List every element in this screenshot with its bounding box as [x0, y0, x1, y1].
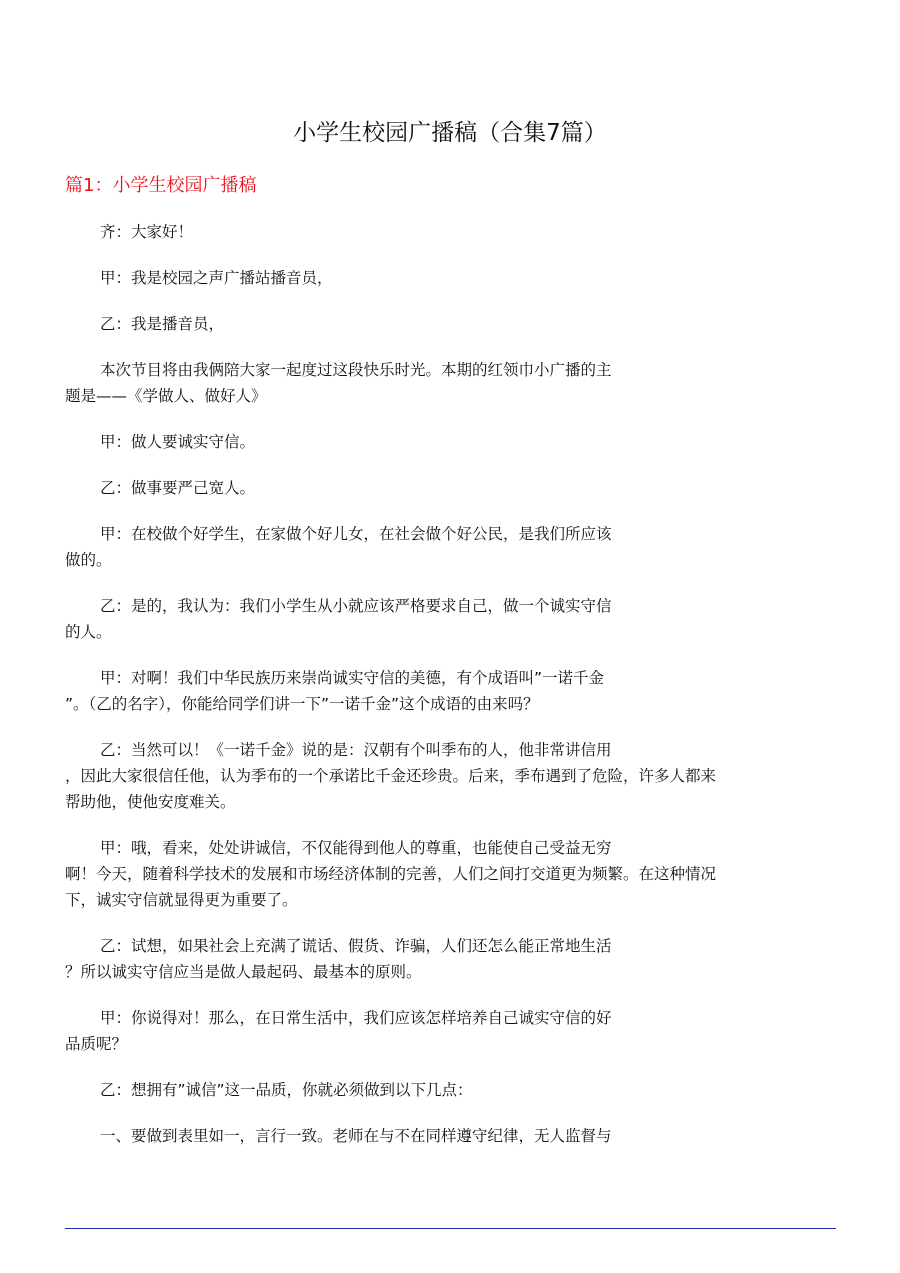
paragraph	[65, 311, 840, 337]
paragraph-line: 本次节目将由我俩陪大家一起度过这段快乐时光。本期的红领巾小广播的主	[100, 361, 612, 379]
document-title: 小学生校园广播稿（合集7篇）	[293, 120, 607, 146]
paragraph-line: 甲：哦，看来，处处讲诚信，不仅能得到他人的尊重，也能使自己受益无穷	[100, 839, 612, 857]
paragraph-line: 乙：做事要严己宽人。	[100, 479, 256, 497]
paragraph-line: 甲：你说得对！那么，在日常生活中，我们应该怎样培养自己诚实守信的好	[100, 1009, 612, 1027]
paragraph-line: 乙：当然可以！《一诺千金》说的是：汉朝有个叫季布的人，他非常讲信用	[100, 741, 612, 759]
paragraph-line: 乙：想拥有”诚信”这一品质，你就必须做到以下几点：	[100, 1081, 473, 1099]
paragraph-line: 题是——《学做人、做好人》	[65, 387, 267, 405]
paragraph-line: 的人。	[65, 623, 112, 641]
paragraph-line: 甲：对啊！我们中华民族历来崇尚诚实守信的美德，有个成语叫”一诺千金	[100, 669, 605, 687]
paragraph-line: 品质呢？	[65, 1035, 128, 1053]
paragraph-line: 甲：我是校园之声广播站播音员，	[100, 269, 333, 287]
paragraph-line: 乙：我是播音员，	[100, 315, 225, 333]
paragraph	[65, 429, 840, 455]
paragraph-line: 帮助他，使他安度难关。	[65, 793, 236, 811]
paragraph-line: 乙：是的，我认为：我们小学生从小就应该严格要求自己，做一个诚实守信	[100, 597, 612, 615]
paragraph	[65, 665, 840, 717]
paragraph-line: 齐：大家好！	[100, 223, 194, 241]
paragraph	[65, 265, 840, 291]
paragraph	[65, 1123, 840, 1149]
paragraph-line: ？所以诚实守信应当是做人最起码、最基本的原则。	[65, 963, 422, 981]
footer-divider	[65, 1228, 836, 1229]
section-heading: 篇1：小学生校园广播稿	[65, 175, 257, 196]
paragraph-line: 甲：做人要诚实守信。	[100, 433, 256, 451]
paragraph-line: 啊！今天，随着科学技术的发展和市场经济体制的完善，人们之间打交道更为频繁。在这种情况	[65, 865, 717, 883]
paragraph-line: 下，诚实守信就显得更为重要了。	[65, 891, 298, 909]
paragraph	[65, 933, 840, 985]
document-body	[65, 219, 840, 1169]
paragraph	[65, 835, 840, 913]
paragraph-line: ”。（乙的名字），你能给同学们讲一下”一诺千金”这个成语的由来吗？	[65, 695, 539, 713]
paragraph	[65, 1077, 840, 1103]
paragraph	[65, 219, 840, 245]
paragraph-line: ，因此大家很信任他，认为季布的一个承诺比千金还珍贵。后来，季布遇到了危险，许多人都来	[65, 767, 717, 785]
paragraph-line: 一、要做到表里如一，言行一致。老师在与不在同样遵守纪律，无人监督与	[100, 1127, 612, 1145]
paragraph	[65, 593, 840, 645]
paragraph	[65, 521, 840, 573]
paragraph	[65, 475, 840, 501]
paragraph-line: 乙：试想，如果社会上充满了谎话、假货、诈骗，人们还怎么能正常地生活	[100, 937, 612, 955]
paragraph-line: 甲：在校做个好学生，在家做个好儿女，在社会做个好公民，是我们所应该	[100, 525, 612, 543]
paragraph	[65, 1005, 840, 1057]
paragraph	[65, 737, 840, 815]
paragraph	[65, 357, 840, 409]
paragraph-line: 做的。	[65, 551, 112, 569]
